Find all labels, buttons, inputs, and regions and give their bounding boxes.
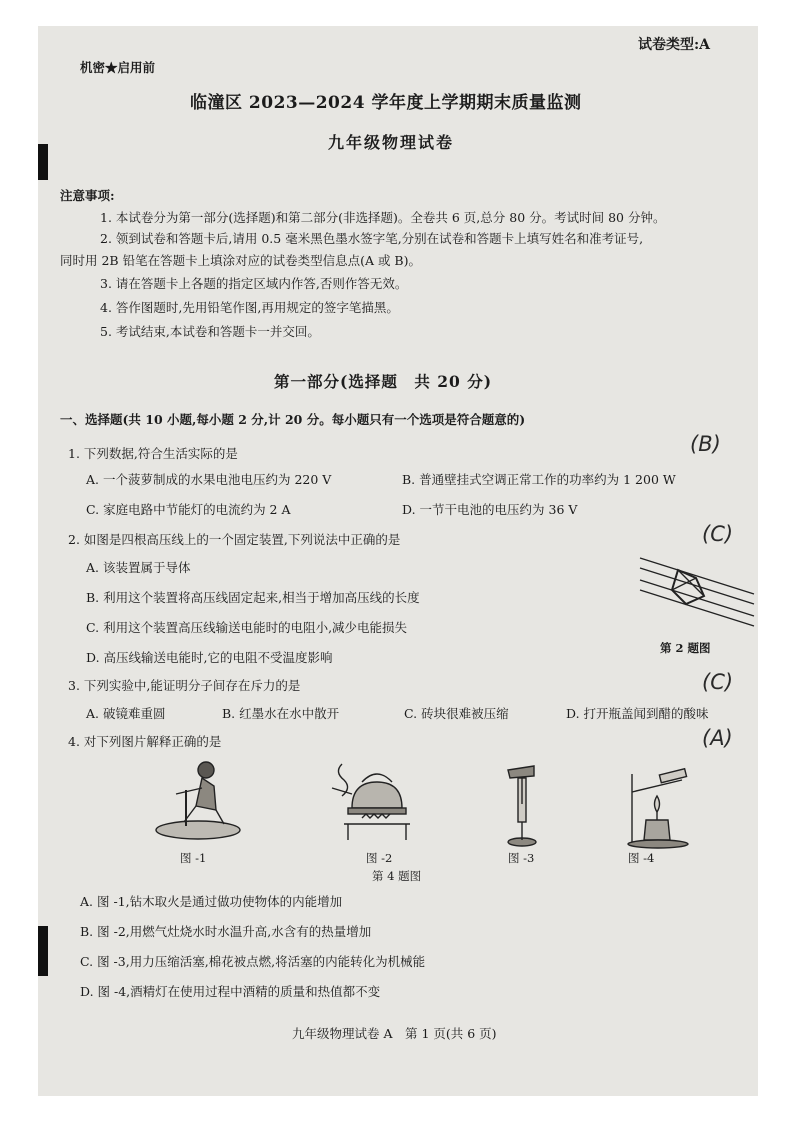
option-d: D. 打开瓶盖闻到醋的酸味 [566,706,709,721]
option-b: B. 利用这个装置将高压线固定起来,相当于增加高压线的长度 [86,590,420,605]
figure-caption: 第 2 题图 [660,641,711,655]
figure-label: 图 -4 [628,851,655,865]
option-b: B. 图 -2,用燃气灶烧水时水温升高,水含有的热量增加 [80,924,372,939]
handwritten-answer: (A) [702,726,733,750]
question-stem: 3. 下列实验中,能证明分子间存在斥力的是 [68,678,301,693]
high-voltage-spacer-figure [638,550,756,634]
exam-paper [38,26,758,1096]
option-a: A. 该装置属于导体 [86,560,191,575]
note-item: 3. 请在答题卡上各题的指定区域内作答,否则作答无效。 [100,276,408,291]
note-item: 2. 领到试卷和答题卡后,请用 0.5 毫米黑色墨水签字笔,分别在试卷和答题卡上填写姓名和准考证号, [100,231,644,246]
figure-kettle-stove [322,758,432,846]
option-c: C. 利用这个装置高压线输送电能时的电阻小,减少电能损失 [86,620,408,635]
option-a: A. 图 -1,钻木取火是通过做功使物体的内能增加 [80,894,343,909]
figure-alcohol-lamp [622,766,698,850]
option-d: D. 一节干电池的电压约为 36 V [402,502,578,517]
page-footer: 九年级物理试卷 A 第 1 页(共 6 页) [292,1026,497,1041]
part1-instruction: 一、选择题(共 10 小题,每小题 2 分,计 20 分。每小题只有一个选项是符合题意的) [60,412,526,427]
figure-compression-tube [500,764,550,850]
handwritten-answer: (B) [690,432,721,456]
handwritten-answer: (C) [702,522,734,546]
option-a: A. 一个菠萝制成的水果电池电压约为 220 V [86,472,332,487]
option-d: D. 高压线输送电能时,它的电阻不受温度影响 [86,650,333,665]
exam-subtitle: 九年级物理试卷 [328,133,455,152]
question-stem: 4. 对下列图片解释正确的是 [68,734,222,749]
binding-mark [38,144,48,180]
figure-label: 图 -3 [508,851,535,865]
option-a: A. 破镜难重圆 [86,706,166,721]
note-item: 同时用 2B 铅笔在答题卡上填涂对应的试卷类型信息点(A 或 B)。 [60,253,421,268]
option-c: C. 图 -3,用力压缩活塞,棉花被点燃,将活塞的内能转化为机械能 [80,954,426,969]
part1-title: 第一部分(选择题 共 20 分) [274,372,493,391]
option-c: C. 砖块很难被压缩 [404,706,509,721]
note-item: 4. 答作图题时,先用铅笔作图,再用规定的签字笔描黑。 [100,300,399,315]
exam-title: 临潼区 2023—2024 学年度上学期期末质量监测 [190,93,582,113]
note-item: 1. 本试卷分为第一部分(选择题)和第二部分(非选择题)。全卷共 6 页,总分 80 分。考试时间 80 分钟。 [100,210,666,225]
question-stem: 1. 下列数据,符合生活实际的是 [68,446,238,461]
option-d: D. 图 -4,酒精灯在使用过程中酒精的质量和热值都不变 [80,984,381,999]
question-stem: 2. 如图是四根高压线上的一个固定装置,下列说法中正确的是 [68,532,401,547]
confidential-label: 机密★启用前 [80,60,156,75]
notes-heading: 注意事项: [60,188,115,203]
option-b: B. 红墨水在水中散开 [222,706,340,721]
figure-drill-wood-fire [146,756,246,846]
binding-mark [38,926,48,976]
option-b: B. 普通壁挂式空调正常工作的功率约为 1 200 W [402,472,676,487]
figure-caption: 第 4 题图 [372,869,422,883]
figure-label: 图 -2 [366,851,393,865]
handwritten-answer: (C) [702,670,734,694]
figure-label: 图 -1 [180,851,207,865]
paper-type-label: 试卷类型:A [638,37,711,53]
option-c: C. 家庭电路中节能灯的电流约为 2 A [86,502,291,517]
note-item: 5. 考试结束,本试卷和答题卡一并交回。 [100,324,320,339]
